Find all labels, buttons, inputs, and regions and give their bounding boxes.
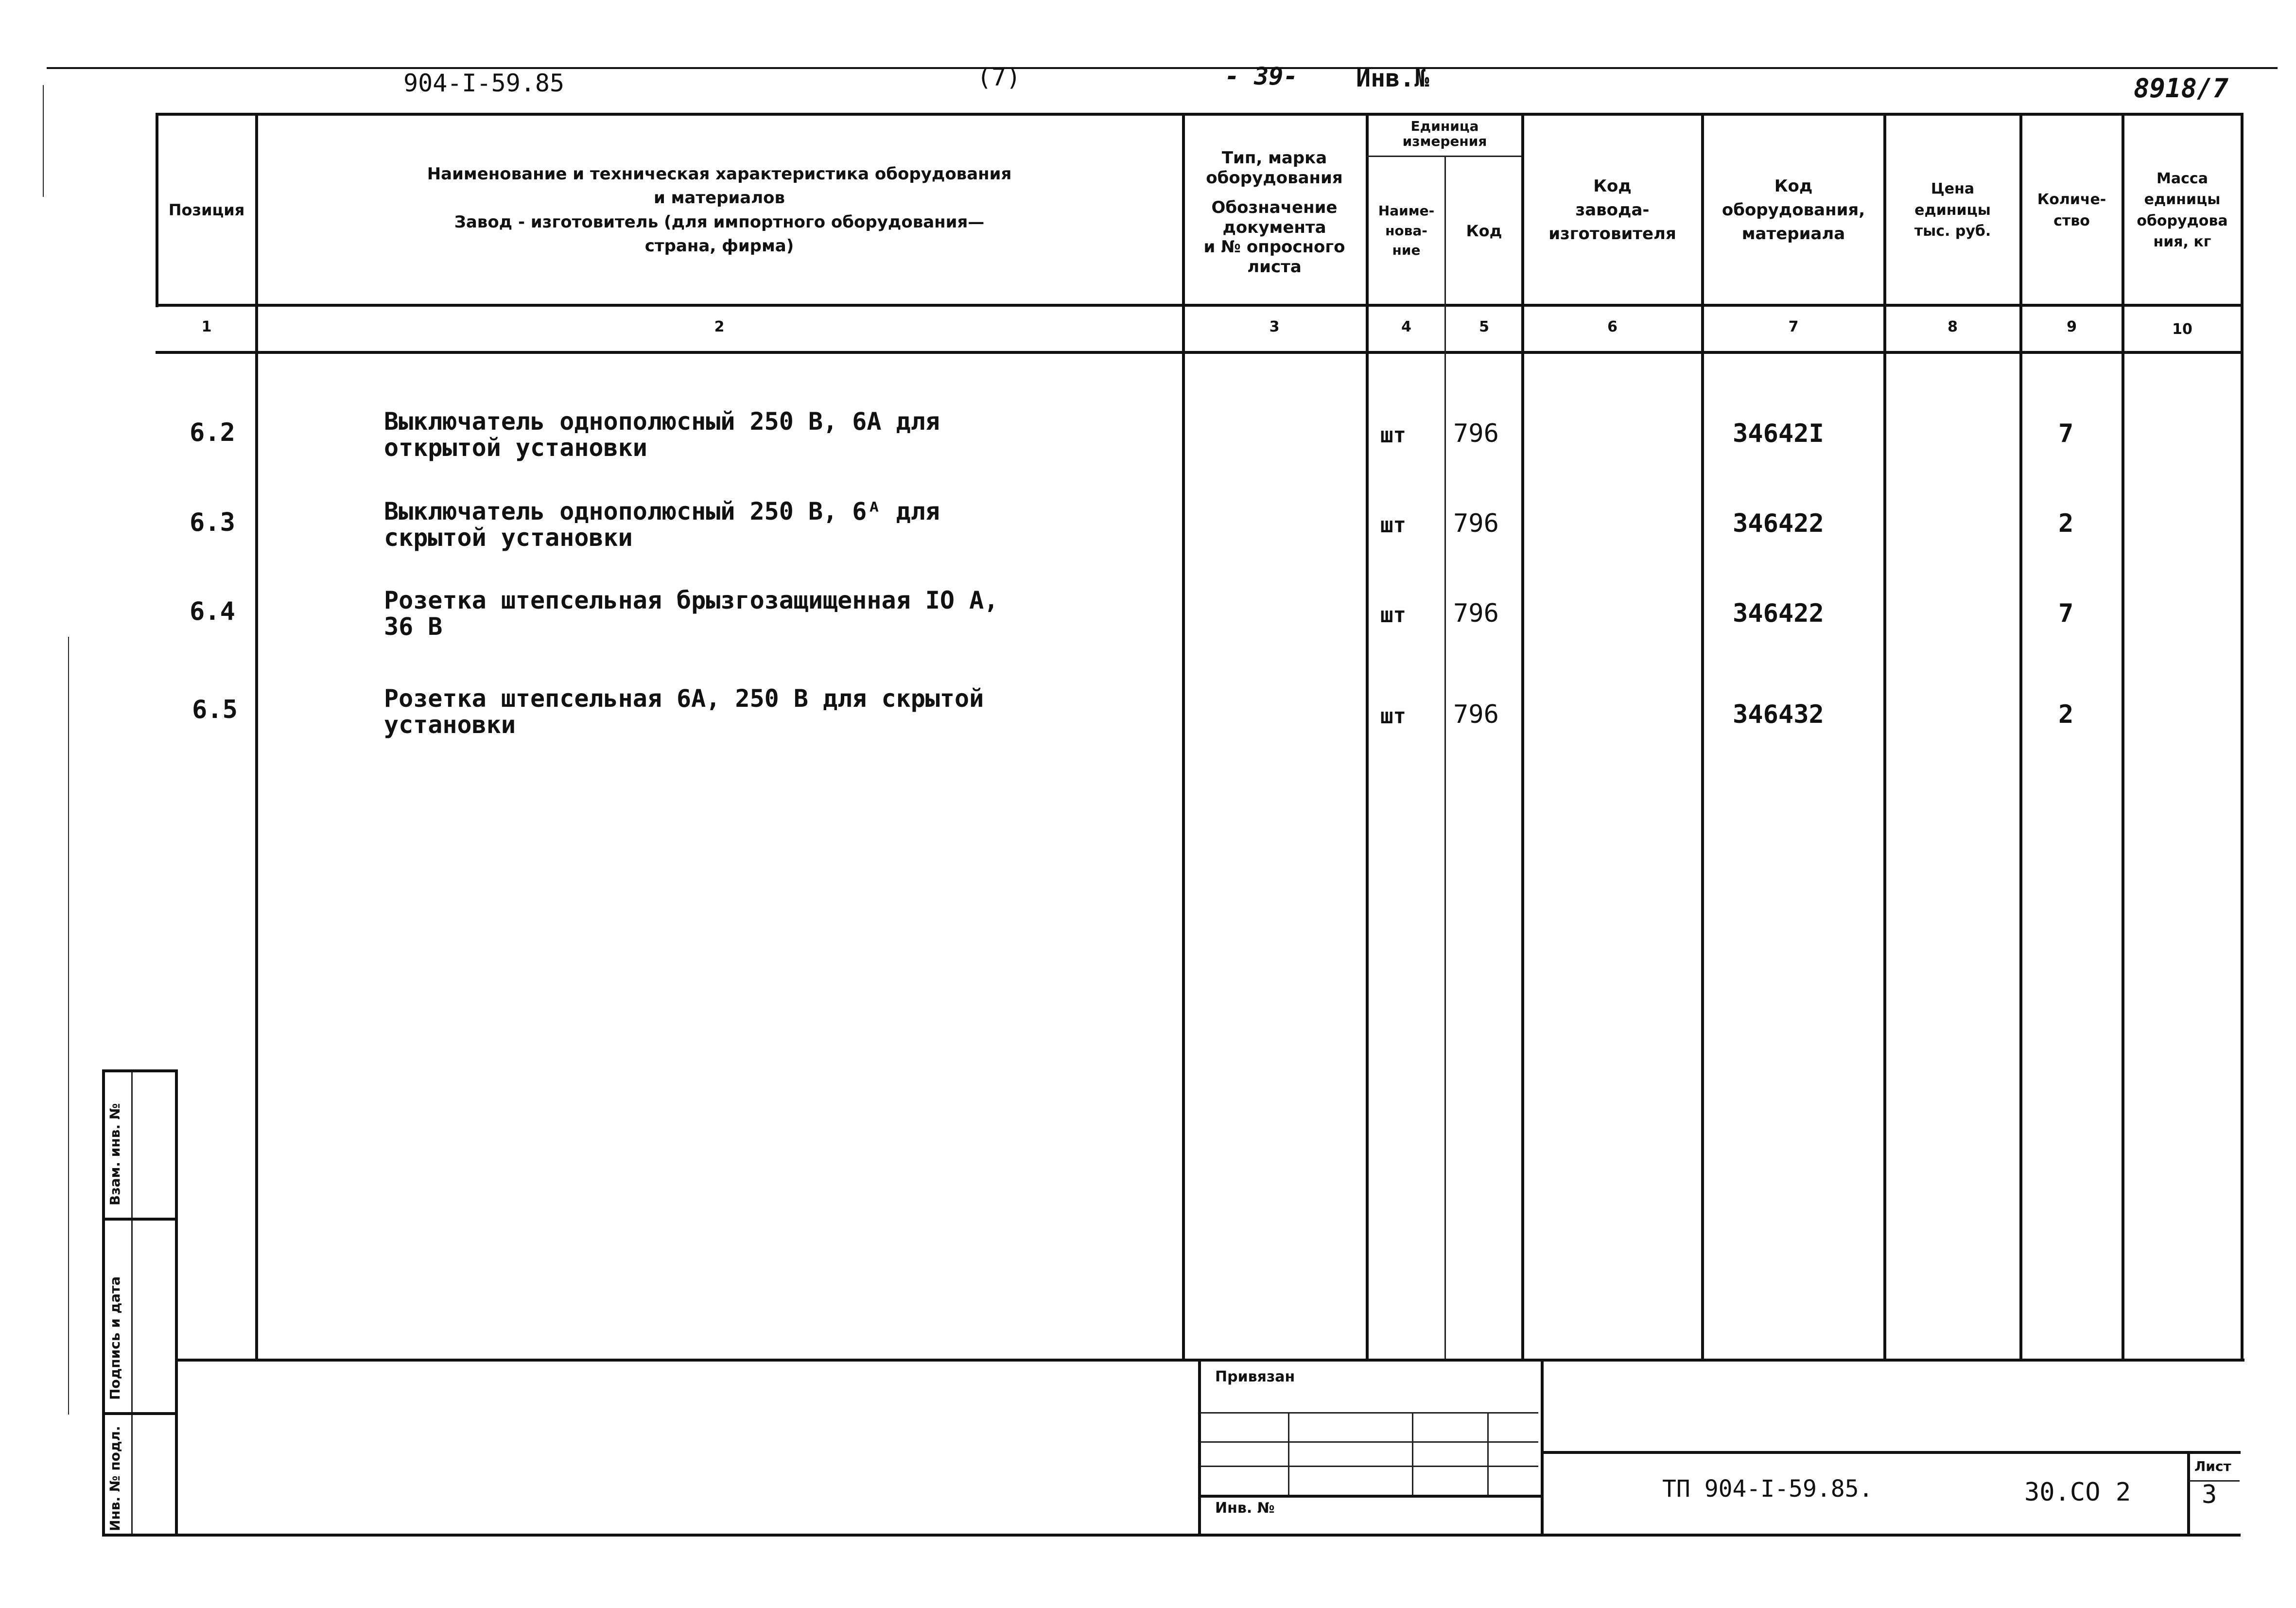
row-unit-code: 796 — [1453, 509, 1499, 538]
row-unit-code: 796 — [1453, 599, 1499, 628]
row-position: 6.2 — [190, 418, 235, 447]
unit-group-header: Единица измерения — [1402, 118, 1487, 149]
top-rule — [47, 67, 2278, 69]
row-quantity: 2 — [2058, 700, 2074, 729]
inv-no-label: Инв. № — [1215, 1500, 1275, 1517]
col-number-4: 4 — [1401, 318, 1411, 335]
col-header-10: Масса единицы оборудова ния, кг — [2137, 170, 2228, 250]
row-position: 6.5 — [192, 695, 238, 724]
col-header-1: Позиция — [168, 201, 245, 220]
row-position: 6.4 — [190, 597, 235, 626]
page-number: - 39- — [1225, 62, 1298, 90]
row-code: 346422 — [1733, 599, 1824, 628]
row-unit: шт — [1380, 513, 1406, 538]
tb-grid-line-4 — [1200, 1495, 1541, 1498]
table-top-border — [156, 113, 2241, 116]
col-number-9: 9 — [2067, 318, 2077, 335]
tb-grid-col-1 — [1288, 1412, 1289, 1495]
sheet-in-parens: (7) — [977, 63, 1021, 91]
col-number-6: 6 — [1607, 318, 1618, 335]
row-unit: шт — [1380, 704, 1406, 729]
stamp-vzam-inv: Взам. инв. № — [107, 1103, 123, 1206]
row-code: 346432 — [1733, 700, 1824, 729]
row-quantity: 7 — [2058, 419, 2074, 448]
col-number-5: 5 — [1479, 318, 1489, 335]
inv-value: 8918/7 — [2134, 73, 2229, 104]
row-quantity: 2 — [2058, 509, 2074, 538]
stamp-divider-1 — [102, 1218, 175, 1221]
row-name-line2: установки — [384, 711, 516, 739]
tb-divider-1 — [1198, 1359, 1201, 1534]
col-number-2: 2 — [714, 318, 725, 335]
sheet-box-divider — [2187, 1453, 2190, 1534]
numbers-bottom-border — [156, 351, 2241, 354]
unit-group-divider — [1367, 156, 1521, 157]
row-name-line2: открытой установки — [384, 434, 647, 462]
doc-number: 904-I-59.85 — [403, 69, 565, 97]
row-name-line1: Розетка штепсельная брызгозащищенная IO А, — [384, 586, 999, 614]
sheet-bottom-border — [102, 1534, 2241, 1537]
col-header-8: Цена единицы тыс. руб. — [1914, 180, 1991, 240]
row-name-line1: Выключатель однополюсный 250 В, 6А для — [384, 407, 940, 436]
col-header-7: Код оборудования, материала — [1722, 176, 1865, 244]
col-header-6: Код завода- изготовителя — [1548, 176, 1676, 244]
margin-mark — [68, 637, 69, 1415]
row-unit: шт — [1380, 423, 1406, 448]
col-header-5: Код — [1466, 221, 1502, 240]
col-divider-4 — [1444, 156, 1446, 1359]
row-name-line1: Розетка штепсельная 6А, 250 В для скрытой — [384, 684, 984, 713]
sheet-label: Лист — [2194, 1458, 2231, 1474]
doc-code: ТП 904-I-59.85. — [1662, 1475, 1873, 1503]
col-number-3: 3 — [1269, 318, 1280, 335]
col-number-10: 10 — [2172, 321, 2192, 338]
stamp-right-border — [175, 1069, 178, 1536]
header-bottom-border — [156, 304, 2241, 307]
row-name-line1: Выключатель однополюсный 250 В, 6ᴬ для — [384, 497, 940, 525]
stamp-left-border — [102, 1069, 105, 1536]
col-number-1: 1 — [201, 318, 212, 335]
stamp-top — [102, 1069, 175, 1072]
privyazan-label: Привязан — [1215, 1368, 1295, 1385]
margin-mark — [43, 85, 44, 197]
col-header-2: Наименование и техническая характеристика оборудования и материалов Завод - изготовитель (для импортного оборудования— страна, фирма) — [427, 164, 1012, 256]
sheet-value: 3 — [2202, 1480, 2217, 1509]
tb-divider-2 — [1541, 1359, 1544, 1534]
row-name-line2: скрытой установки — [384, 524, 633, 552]
col-header-3: Тип, марка оборудования Обозначение документа и № опросного листа — [1203, 148, 1345, 277]
row-name-line2: 36 В — [384, 612, 443, 641]
table-bottom-border — [175, 1359, 2244, 1362]
row-code: 346422 — [1733, 509, 1824, 538]
row-quantity: 7 — [2058, 599, 2074, 628]
section-code: 30.СО 2 — [2024, 1478, 2131, 1507]
tb-grid-col-2 — [1412, 1412, 1413, 1495]
col-header-4: Наиме- нова- ние — [1378, 203, 1435, 259]
right-border — [2241, 113, 2244, 1359]
tb-grid-col-3 — [1487, 1412, 1489, 1495]
row-code: 34642I — [1733, 419, 1824, 448]
stamp-sign-date: Подпись и дата — [107, 1276, 123, 1400]
stamp-divider-2 — [102, 1412, 175, 1415]
col-header-9: Количе- ство — [2037, 191, 2106, 229]
col-number-8: 8 — [1948, 318, 1958, 335]
row-unit-code: 796 — [1453, 700, 1499, 729]
stamp-inv-orig: Инв. № подл. — [107, 1426, 123, 1531]
tb-code-top — [1543, 1451, 2241, 1454]
row-position: 6.3 — [190, 508, 235, 537]
col-number-7: 7 — [1788, 318, 1799, 335]
inv-label: Инв.№ — [1356, 64, 1429, 92]
row-unit: шт — [1380, 603, 1406, 628]
stamp-inner-line — [131, 1069, 133, 1536]
row-unit-code: 796 — [1453, 419, 1499, 448]
